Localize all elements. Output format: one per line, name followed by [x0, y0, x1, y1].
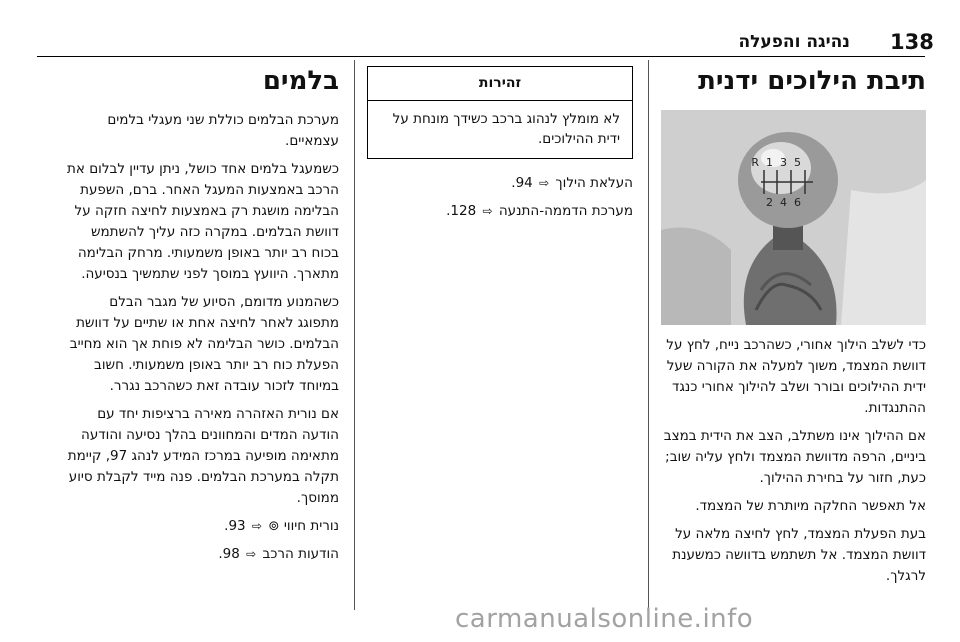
paragraph: כדי לשלב הילוך אחורי, כשהרכב נייח, לחץ על דוושת המצמד, משוך למעלה את הקורה שעל ידית ההילוכים ובורר ושלב להילוך אחורי כנגד ההתנגדות.	[666, 337, 926, 416]
gear-label: 4	[780, 196, 787, 209]
manual-transmission-section	[660, 64, 926, 594]
gear-label: 3	[780, 156, 787, 169]
arrow-icon: ⇨	[246, 547, 257, 561]
reference-page: 94.	[511, 175, 533, 191]
gear-label: R	[751, 156, 759, 169]
reference-text: נורית חיווי	[283, 518, 339, 534]
brakes-section	[64, 64, 339, 572]
warning-box	[367, 66, 633, 159]
warning-text: לא מומלץ לנהוג ברכב כשידך מונחת על ידית ההילוכים.	[392, 111, 620, 147]
gear-knob-icon	[661, 110, 926, 325]
gear-label: 1	[766, 156, 773, 169]
gear-shift-figure	[661, 110, 926, 325]
cross-reference[interactable]	[64, 544, 339, 565]
paragraph: מערכת הבלמים כוללת שני מעגלי בלמים עצמאיים.	[107, 112, 339, 149]
paragraph: כשהמנוע מדומם, הסיוע של מגבר הבלם מתפוגג לאחר לחיצה אחת או שתיים על דוושת הבלמים. כושר הבלימה לא פוחת אך הוא מחייב הפעלת כוח רב יותר באופן משמעותי. חשוב במיוחד לזכור עובדה זאת כשהרכב נגרר.	[69, 294, 339, 394]
brake-warning-icon: ⊚	[268, 518, 280, 534]
section-title: תיבת הילוכים ידנית	[698, 66, 926, 96]
section-title: בלמים	[262, 66, 339, 96]
gear-label: 6	[794, 196, 801, 209]
paragraph: אם נורית האזהרה מאירה ברציפות יחד עם הודעה המדים והמחוונים בהלך נסיעה והודעה מתאימה מופיעה במרכז המידע לנהג 97, קיימת תקלה במערכת הבלמים. פנה מייד לקבלת סיוע ממוסך.	[67, 406, 339, 506]
page-number: 138	[890, 30, 934, 54]
warning-section	[367, 66, 633, 229]
cross-reference[interactable]	[367, 201, 633, 222]
arrow-icon: ⇨	[539, 176, 550, 190]
reference-text: העלאת הילוך	[555, 175, 633, 191]
cross-reference[interactable]	[64, 516, 339, 537]
paragraph: בעת הפעלת המצמד, לחץ לחיצה מלאה על דוושת המצמד. אל תשתמש בדוושה כמשענת לרגלך.	[672, 526, 926, 584]
header-rule	[37, 56, 925, 57]
reference-text: מערכת הדממה-התנעה	[498, 203, 633, 219]
reference-page: 98.	[218, 546, 240, 562]
warning-heading: זהירות	[368, 67, 632, 101]
paragraph: אל תאפשר החלקה מיותרת של המצמד.	[695, 498, 926, 514]
column-divider	[354, 60, 355, 610]
watermark: carmanualsonline.info	[455, 604, 754, 634]
cross-reference[interactable]	[367, 173, 633, 194]
arrow-icon: ⇨	[251, 519, 262, 533]
paragraph: כשמעגל בלמים אחד כושל, ניתן עדיין לבלום את הרכב באמצעות המעגל האחר. ברם, השפעת הבלימה מושגת רק באמצעות לחיצה חזקה על דוושת הבלמים. במקרה כזה עליך להשתמש בכוח רב יותר באופן משמעותי. מרחק הבלימה מתארך. היוועץ במוסך לפני שתמשיך בנסיעה.	[67, 161, 339, 282]
gear-label: 2	[766, 196, 773, 209]
arrow-icon: ⇨	[482, 204, 493, 218]
reference-page: 93.	[224, 518, 246, 534]
running-header: נהיגה והפעלה	[738, 32, 850, 52]
paragraph: אם ההילוך אינו משתלב, הצב את הידית במצב ביניים, הרפה מדוושת המצמד ולחץ עליה שוב; כעת, חזור על בחירת ההילוך.	[663, 428, 926, 486]
reference-text: הודעות הרכב	[262, 546, 339, 562]
column-divider	[648, 60, 649, 610]
gear-label: 5	[794, 156, 801, 169]
reference-page: 128.	[446, 203, 477, 219]
